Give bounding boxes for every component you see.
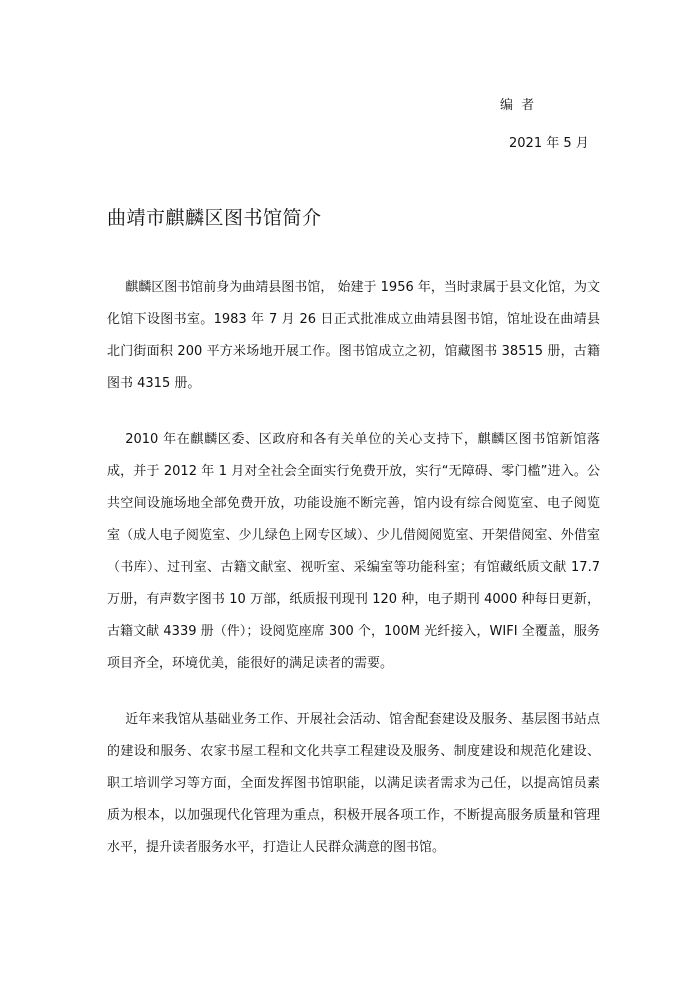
paragraph-history: 麒麟区图书馆前身为曲靖县图书馆， 始建于 1956 年，当时隶属于县文化馆，为文化馆下设图书室。1983 年 7 月 26 日正式批准成立曲靖县图书馆，馆址设在曲靖县北门街面积 200 平方米场地开展工作。图书馆成立之初，馆藏图书 38515 册，古籍图书 4315 册。 — [107, 280, 600, 391]
editor-label: 编 者 — [500, 98, 537, 113]
paragraph-new-library: 2010 年在麒麟区委、区政府和各有关单位的关心支持下，麒麟区图书馆新馆落成，并于 2012 年 1 月对全社会全面实行免费开放，实行“无障碍、零门槛”进入。公共空间设施场地全部免费开放，功能设施不断完善，馆内设有综合阅览室、电子阅览室（成人电子阅览室、少儿绿色上网专区域）、少儿借阅阅览室、开架借阅室、外借室（书库）、过刊室、古籍文献室、视听室、采编室等功能科室；有馆藏纸质文献 17.7 万册，有声数字图书 10 万部，纸质报刊现刊 120 种，电子期刊 4000 种每日更新，古籍文献 4339 册（件）；设阅览座席 300 个，100M 光纤接入，WIFI 全覆盖，服务项目齐全，环境优美，能很好的满足读者的需要。 — [107, 432, 600, 671]
publish-date: 2021 年 5 月 — [509, 136, 589, 151]
document-body — [107, 272, 600, 888]
document-title: 曲靖市麒麟区图书馆简介 — [107, 207, 322, 229]
paragraph-recent-work: 近年来我馆从基础业务工作、开展社会活动、馆舍配套建设及服务、基层图书站点的建设和服务、农家书屋工程和文化共享工程建设及服务、制度建设和规范化建设、职工培训学习等方面，全面发挥图书馆职能，以满足读者需求为己任，以提高馆员素质为根本，以加强现代化管理为重点，积极开展各项工作，不断提高服务质量和管理水平，提升读者服务水平，打造让人民群众满意的图书馆。 — [107, 712, 600, 855]
